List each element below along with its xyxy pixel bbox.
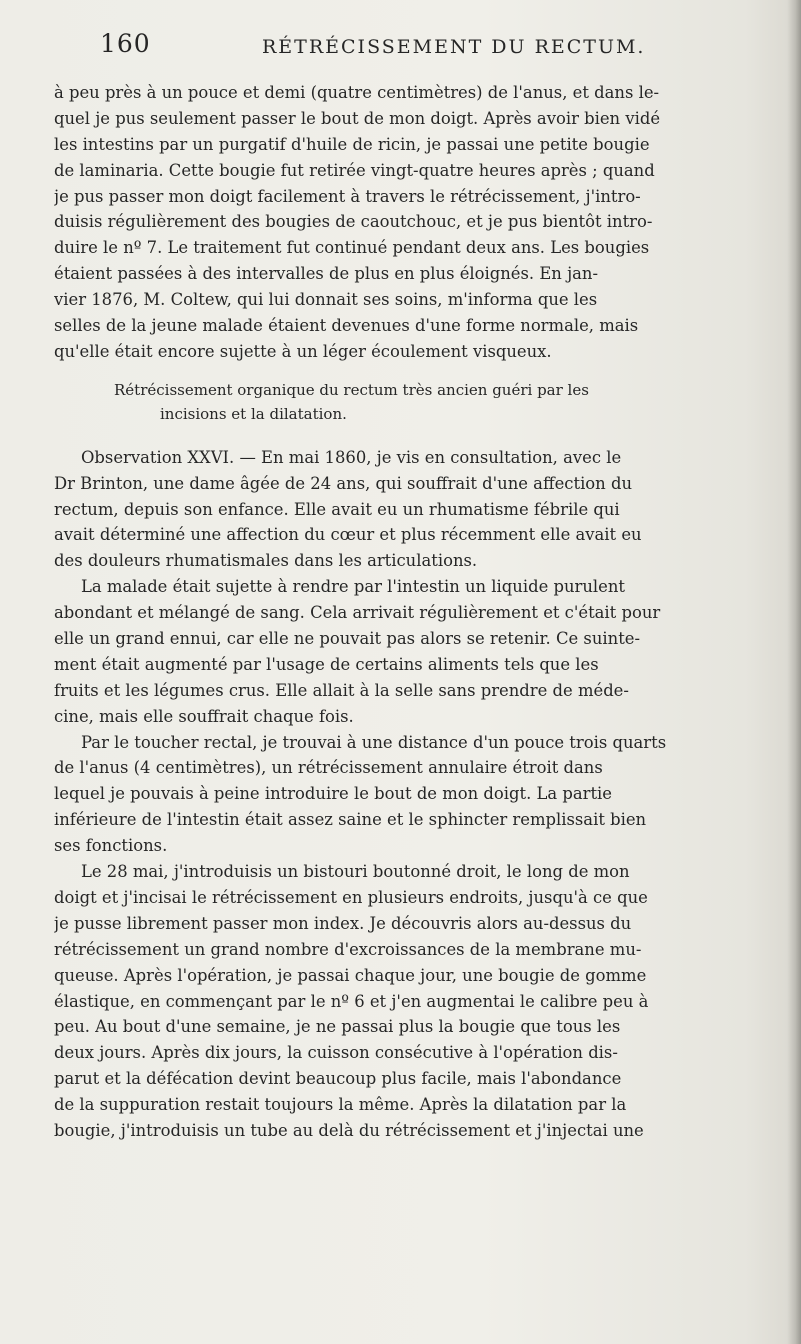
page-body — [54, 80, 779, 1144]
text-line: duire le nº 7. Le traitement fut continué pendant deux ans. Les bougies — [54, 238, 650, 258]
text-line: Dr Brinton, une dame âgée de 24 ans, qui souffrait d'une affection du — [54, 473, 632, 493]
text-line: ment était augmenté par l'usage de certains aliments tels que les — [54, 654, 599, 674]
text-line: vier 1876, M. Coltew, qui lui donnait ses soins, m'informa que les — [54, 290, 598, 310]
text-line: les intestins par un purgatif d'huile de ricin, je passai une petite bougie — [54, 134, 650, 154]
text-line: bougie, j'introduisis un tube au delà du rétrécissement et j'injectai une — [54, 1120, 644, 1140]
text-line: peu. Au bout d'une semaine, je ne passai plus la bougie que tous les — [54, 1017, 621, 1037]
observation-heading-line: Observation XXVI. — En mai 1860, je vis en consultation, avec le — [81, 447, 622, 467]
text-line: parut et la défécation devint beaucoup plus facile, mais l'abondance — [54, 1069, 622, 1089]
text-line: je pusse librement passer mon index. Je découvris alors au-dessus du — [54, 913, 632, 933]
text-line: élastique, en commençant par le nº 6 et j'en augmentai le calibre peu à — [54, 991, 649, 1011]
text-line: à peu près à un pouce et demi (quatre centimètres) de l'anus, et dans le- — [54, 83, 660, 102]
text-line: de l'anus (4 centimètres), un rétrécissement annulaire étroit dans — [54, 758, 603, 778]
text-line: deux jours. Après dix jours, la cuisson consécutive à l'opération dis- — [54, 1043, 618, 1063]
text-line: rectum, depuis son enfance. Elle avait eu un rhumatisme fébrile qui — [54, 499, 620, 519]
text-line: queuse. Après l'opération, je passai chaque jour, une bougie de gomme — [54, 965, 647, 985]
text-line: quel je pus seulement passer le bout de mon doigt. Après avoir bien vidé — [54, 108, 661, 128]
text-line: inférieure de l'intestin était assez saine et le sphincter remplissait bien — [54, 810, 647, 830]
text-line: doigt et j'incisai le rétrécissement en plusieurs endroits, jusqu'à ce que — [54, 887, 648, 907]
text-line: lequel je pouvais à peine introduire le bout de mon doigt. La partie — [54, 784, 612, 804]
page-number: 160 — [100, 29, 151, 58]
text-line: étaient passées à des intervalles de plus en plus éloignés. En jan- — [54, 264, 599, 284]
section-caption: incisions et la dilatation. — [160, 404, 347, 423]
text-line: cine, mais elle souffrait chaque fois. — [54, 706, 354, 726]
text-line: Par le toucher rectal, je trouvai à une distance d'un pouce trois quarts — [81, 732, 667, 752]
running-head: RÉTRÉCISSEMENT DU RECTUM. — [262, 36, 646, 58]
page-header — [100, 24, 720, 64]
text-line: fruits et les légumes crus. Elle allait à la selle sans prendre de méde- — [54, 680, 629, 700]
text-line: abondant et mélangé de sang. Cela arrivait régulièrement et c'était pour — [54, 603, 661, 623]
text-line: qu'elle était encore sujette à un léger écoulement visqueux. — [54, 341, 552, 361]
text-line: elle un grand ennui, car elle ne pouvait pas alors se retenir. Ce suinte- — [54, 629, 641, 649]
page-edge-shadow — [787, 0, 801, 1344]
text-line: de la suppuration restait toujours la même. Après la dilatation par la — [54, 1095, 627, 1115]
section-caption: Rétrécissement organique du rectum très ancien guéri par les — [114, 380, 589, 399]
text-line: ses fonctions. — [54, 836, 168, 856]
text-line: rétrécissement un grand nombre d'excroissances de la membrane mu- — [54, 939, 642, 959]
text-line: avait déterminé une affection du cœur et plus récemment elle avait eu — [54, 525, 642, 545]
text-line: Le 28 mai, j'introduisis un bistouri boutonné droit, le long de mon — [81, 862, 630, 882]
text-line: La malade était sujette à rendre par l'intestin un liquide purulent — [81, 577, 626, 597]
text-line: selles de la jeune malade étaient devenues d'une forme normale, mais — [54, 316, 639, 336]
text-line: des douleurs rhumatismales dans les articulations. — [54, 551, 478, 571]
text-line: duisis régulièrement des bougies de caoutchouc, et je pus bientôt intro- — [54, 212, 653, 232]
text-line: de laminaria. Cette bougie fut retirée vingt-quatre heures après ; quand — [54, 160, 655, 180]
spacer — [54, 426, 779, 445]
text-line: je pus passer mon doigt facilement à travers le rétrécissement, j'intro- — [54, 186, 641, 206]
